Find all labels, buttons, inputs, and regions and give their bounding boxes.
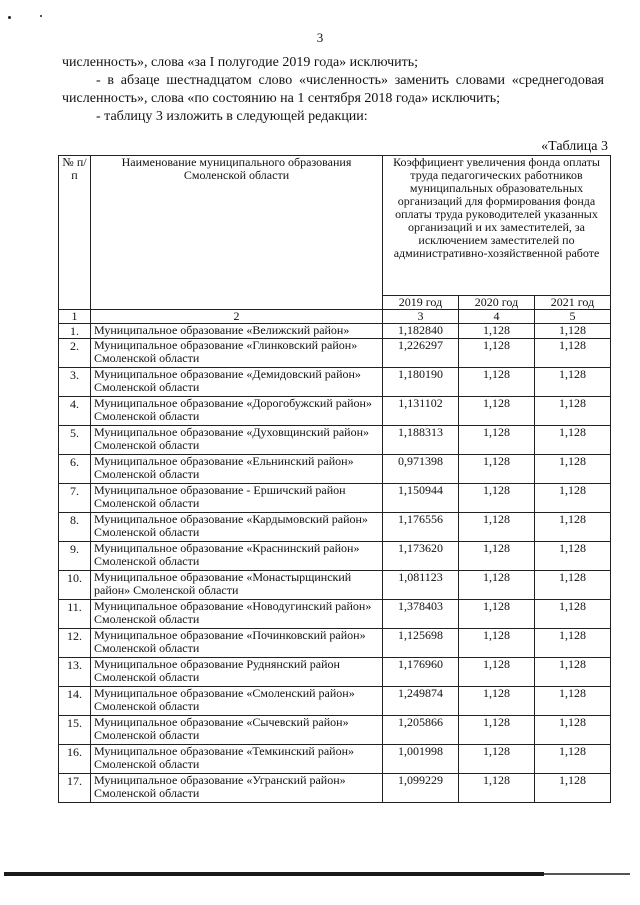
header-col-name: Наименование муниципального образования Смоленской области	[91, 156, 383, 310]
municipality-name: Муниципальное образование «Починковский район» Смоленской области	[91, 629, 383, 658]
row-number: 3.	[59, 368, 91, 397]
intro-line-1: численность», слова «за I полугодие 2019 года» исключить;	[62, 55, 419, 70]
municipality-name: Муниципальное образование «Краснинский район» Смоленской области	[91, 542, 383, 571]
value-2019: 1,378403	[383, 600, 459, 629]
value-2019: 1,188313	[383, 426, 459, 455]
table-row	[59, 745, 611, 774]
value-2020: 1,128	[459, 324, 535, 339]
page-number: 3	[316, 30, 324, 45]
row-number: 11.	[59, 600, 91, 629]
value-2021: 1,128	[535, 339, 611, 368]
value-2020: 1,128	[459, 687, 535, 716]
municipality-name: Муниципальное образование «Сычевский район» Смоленской области	[91, 716, 383, 745]
value-2019: 1,125698	[383, 629, 459, 658]
table-row	[59, 658, 611, 687]
value-2019: 1,226297	[383, 339, 459, 368]
value-2021: 1,128	[535, 745, 611, 774]
value-2021: 1,128	[535, 629, 611, 658]
row-number: 12.	[59, 629, 91, 658]
row-number: 13.	[59, 658, 91, 687]
bottom-rule	[544, 873, 630, 875]
municipality-name: Муниципальное образование «Дорогобужский район» Смоленской области	[91, 397, 383, 426]
table-row	[59, 484, 611, 513]
row-number: 16.	[59, 745, 91, 774]
value-2020: 1,128	[459, 745, 535, 774]
header-col-no: № п/п	[59, 156, 91, 310]
column-number: 2	[91, 310, 383, 324]
value-2019: 1,131102	[383, 397, 459, 426]
intro-line-2: - в абзаце шестнадцатом слово «численность» заменить словами «среднегодовая численность», слова «по состоянию на 1 сентября 2018 года» исключить;	[62, 73, 604, 106]
municipality-name: Муниципальное образование «Темкинский район» Смоленской области	[91, 745, 383, 774]
table-row	[59, 629, 611, 658]
value-2021: 1,128	[535, 484, 611, 513]
value-2019: 1,150944	[383, 484, 459, 513]
value-2019: 1,081123	[383, 571, 459, 600]
row-number: 15.	[59, 716, 91, 745]
table-row	[59, 600, 611, 629]
scan-speck	[40, 15, 42, 17]
value-2020: 1,128	[459, 571, 535, 600]
row-number: 17.	[59, 774, 91, 803]
municipality-name: Муниципальное образование «Глинковский район» Смоленской области	[91, 339, 383, 368]
row-number: 14.	[59, 687, 91, 716]
table-column-numbers-row	[59, 310, 611, 324]
value-2019: 0,971398	[383, 455, 459, 484]
coefficient-table	[58, 155, 611, 803]
value-2021: 1,128	[535, 716, 611, 745]
value-2019: 1,182840	[383, 324, 459, 339]
value-2020: 1,128	[459, 629, 535, 658]
row-number: 8.	[59, 513, 91, 542]
table-row	[59, 571, 611, 600]
municipality-name: Муниципальное образование «Духовщинский район» Смоленской области	[91, 426, 383, 455]
value-2020: 1,128	[459, 426, 535, 455]
value-2021: 1,128	[535, 542, 611, 571]
municipality-name: Муниципальное образование «Угранский район» Смоленской области	[91, 774, 383, 803]
row-number: 5.	[59, 426, 91, 455]
value-2021: 1,128	[535, 513, 611, 542]
row-number: 6.	[59, 455, 91, 484]
value-2019: 1,180190	[383, 368, 459, 397]
table-caption: «Таблица 3	[541, 139, 608, 154]
table-row	[59, 368, 611, 397]
intro-line-3: - таблицу 3 изложить в следующей редакции:	[96, 109, 368, 124]
value-2020: 1,128	[459, 513, 535, 542]
value-2021: 1,128	[535, 600, 611, 629]
value-2021: 1,128	[535, 324, 611, 339]
header-year: 2021 год	[535, 296, 611, 310]
municipality-name: Муниципальное образование «Кардымовский район» Смоленской области	[91, 513, 383, 542]
table-row	[59, 774, 611, 803]
header-year: 2020 год	[459, 296, 535, 310]
value-2021: 1,128	[535, 426, 611, 455]
row-number: 2.	[59, 339, 91, 368]
value-2019: 1,205866	[383, 716, 459, 745]
value-2020: 1,128	[459, 368, 535, 397]
municipality-name: Муниципальное образование «Монастырщинский район» Смоленской области	[91, 571, 383, 600]
scan-speck	[8, 16, 11, 19]
header-year: 2019 год	[383, 296, 459, 310]
table-header-row	[59, 156, 611, 296]
value-2021: 1,128	[535, 774, 611, 803]
intro-text	[62, 54, 604, 126]
table-row	[59, 513, 611, 542]
municipality-name: Муниципальное образование «Ельнинский район» Смоленской области	[91, 455, 383, 484]
table-row	[59, 339, 611, 368]
municipality-name: Муниципальное образование Руднянский район Смоленской области	[91, 658, 383, 687]
value-2020: 1,128	[459, 339, 535, 368]
value-2020: 1,128	[459, 542, 535, 571]
table-row	[59, 455, 611, 484]
value-2021: 1,128	[535, 687, 611, 716]
table-row	[59, 397, 611, 426]
header-col-coefficient: Коэффициент увеличения фонда оплаты труда педагогических работников муниципальных образовательных организаций для формирования фонда оплаты труда руководителей указанных организаций и их заместителей, за исключением заместителей по административно-хозяйственной работе	[383, 156, 611, 296]
value-2019: 1,099229	[383, 774, 459, 803]
municipality-name: Муниципальное образование - Ершичский район Смоленской области	[91, 484, 383, 513]
value-2020: 1,128	[459, 774, 535, 803]
row-number: 4.	[59, 397, 91, 426]
municipality-name: Муниципальное образование «Смоленский район» Смоленской области	[91, 687, 383, 716]
table-row	[59, 542, 611, 571]
value-2020: 1,128	[459, 658, 535, 687]
value-2019: 1,001998	[383, 745, 459, 774]
row-number: 7.	[59, 484, 91, 513]
value-2019: 1,176556	[383, 513, 459, 542]
municipality-name: Муниципальное образование «Новодугинский район» Смоленской области	[91, 600, 383, 629]
value-2019: 1,173620	[383, 542, 459, 571]
value-2021: 1,128	[535, 368, 611, 397]
row-number: 10.	[59, 571, 91, 600]
value-2020: 1,128	[459, 484, 535, 513]
table-row	[59, 426, 611, 455]
value-2020: 1,128	[459, 600, 535, 629]
table-row	[59, 687, 611, 716]
value-2021: 1,128	[535, 658, 611, 687]
value-2019: 1,249874	[383, 687, 459, 716]
municipality-name: Муниципальное образование «Демидовский район» Смоленской области	[91, 368, 383, 397]
value-2020: 1,128	[459, 397, 535, 426]
table-row	[59, 324, 611, 339]
row-number: 9.	[59, 542, 91, 571]
column-number: 3	[383, 310, 459, 324]
value-2020: 1,128	[459, 455, 535, 484]
municipality-name: Муниципальное образование «Велижский район»	[91, 324, 383, 339]
column-number: 5	[535, 310, 611, 324]
value-2019: 1,176960	[383, 658, 459, 687]
value-2020: 1,128	[459, 716, 535, 745]
value-2021: 1,128	[535, 571, 611, 600]
value-2021: 1,128	[535, 397, 611, 426]
column-number: 1	[59, 310, 91, 324]
table-row	[59, 716, 611, 745]
row-number: 1.	[59, 324, 91, 339]
bottom-rule	[4, 872, 544, 876]
value-2021: 1,128	[535, 455, 611, 484]
column-number: 4	[459, 310, 535, 324]
